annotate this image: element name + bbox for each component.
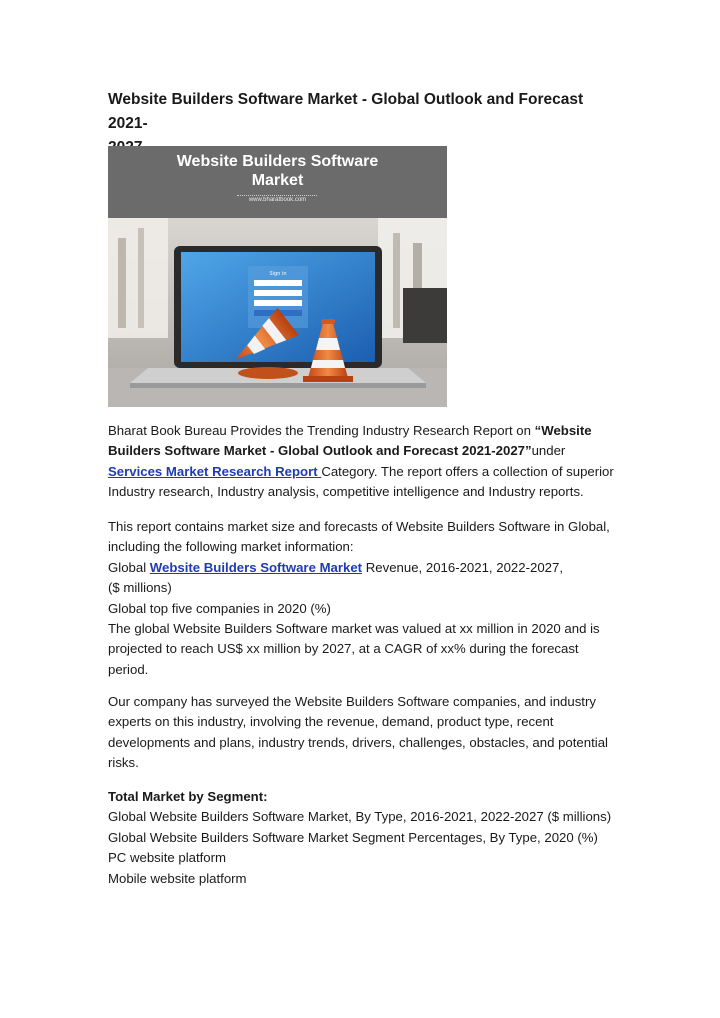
segment-line-3: PC website platform [108, 850, 226, 866]
market-info-line-3-prefix: Global [108, 559, 150, 575]
segment-line-1: Global Website Builders Software Market, By Type, 2016-2021, 2022-2027 ($ millions) [108, 809, 612, 825]
segment-section [108, 787, 628, 889]
intro-text-under: under [531, 443, 566, 459]
market-info-line-8: period. [108, 661, 149, 677]
hero-title: Website Builders Software Market [176, 153, 379, 189]
services-market-research-link[interactable]: Services Market Research Report [108, 463, 322, 479]
hero-image [108, 146, 447, 407]
market-info-line-3 [108, 558, 620, 578]
hero-url: www.bharatbook.com [248, 197, 307, 203]
market-info-line-2: including the following market information: [108, 539, 354, 555]
laptop-cones-illustration [108, 218, 447, 407]
hero-divider [237, 195, 317, 196]
segment-line-4: Mobile website platform [108, 870, 247, 886]
hero-form-label: Sign in [269, 271, 287, 277]
market-info-paragraph [108, 517, 620, 680]
intro-text-after: Category. The report offers a collection of superior Industry research, Industry analysis, competitive intelligence and Industry reports. [108, 463, 614, 500]
segment-heading: Total Market by Segment: [108, 789, 268, 804]
intro-paragraph [108, 421, 620, 503]
report-title: “Website Builders Software Market - Global Outlook and Forecast 2021-2027” [108, 423, 592, 459]
market-info-line-7: projected to reach US$ xx million by 2027, at a CAGR of xx% during the forecast [108, 641, 579, 657]
market-info-line-3-suffix: Revenue, 2016-2021, 2022-2027, [362, 559, 563, 575]
market-info-line-1: This report contains market size and forecasts of Website Builders Software in Global, [108, 519, 610, 534]
website-builders-market-link[interactable]: Website Builders Software Market [149, 559, 363, 575]
hero-header [108, 146, 447, 218]
segment-line-2: Global Website Builders Software Market Segment Percentages, By Type, 2020 (%) [108, 829, 598, 845]
survey-text: Our company has surveyed the Website Builders Software companies, and industry experts on this industry, involving the revenue, demand, product type, recent developments and plans, industry trends, drivers, challenges, obstacles, and potential risks. [108, 694, 608, 771]
document-title: Website Builders Software Market - Global Outlook and Forecast 2021- [108, 91, 584, 132]
survey-paragraph [108, 692, 620, 774]
intro-text-before: Bharat Book Bureau Provides the Trending Industry Research Report on [108, 423, 535, 438]
market-info-line-5: Global top five companies in 2020 (%) [108, 600, 331, 616]
market-info-line-6: The global Website Builders Software market was valued at xx million in 2020 and is [108, 621, 600, 637]
market-info-line-4: ($ millions) [108, 580, 172, 596]
